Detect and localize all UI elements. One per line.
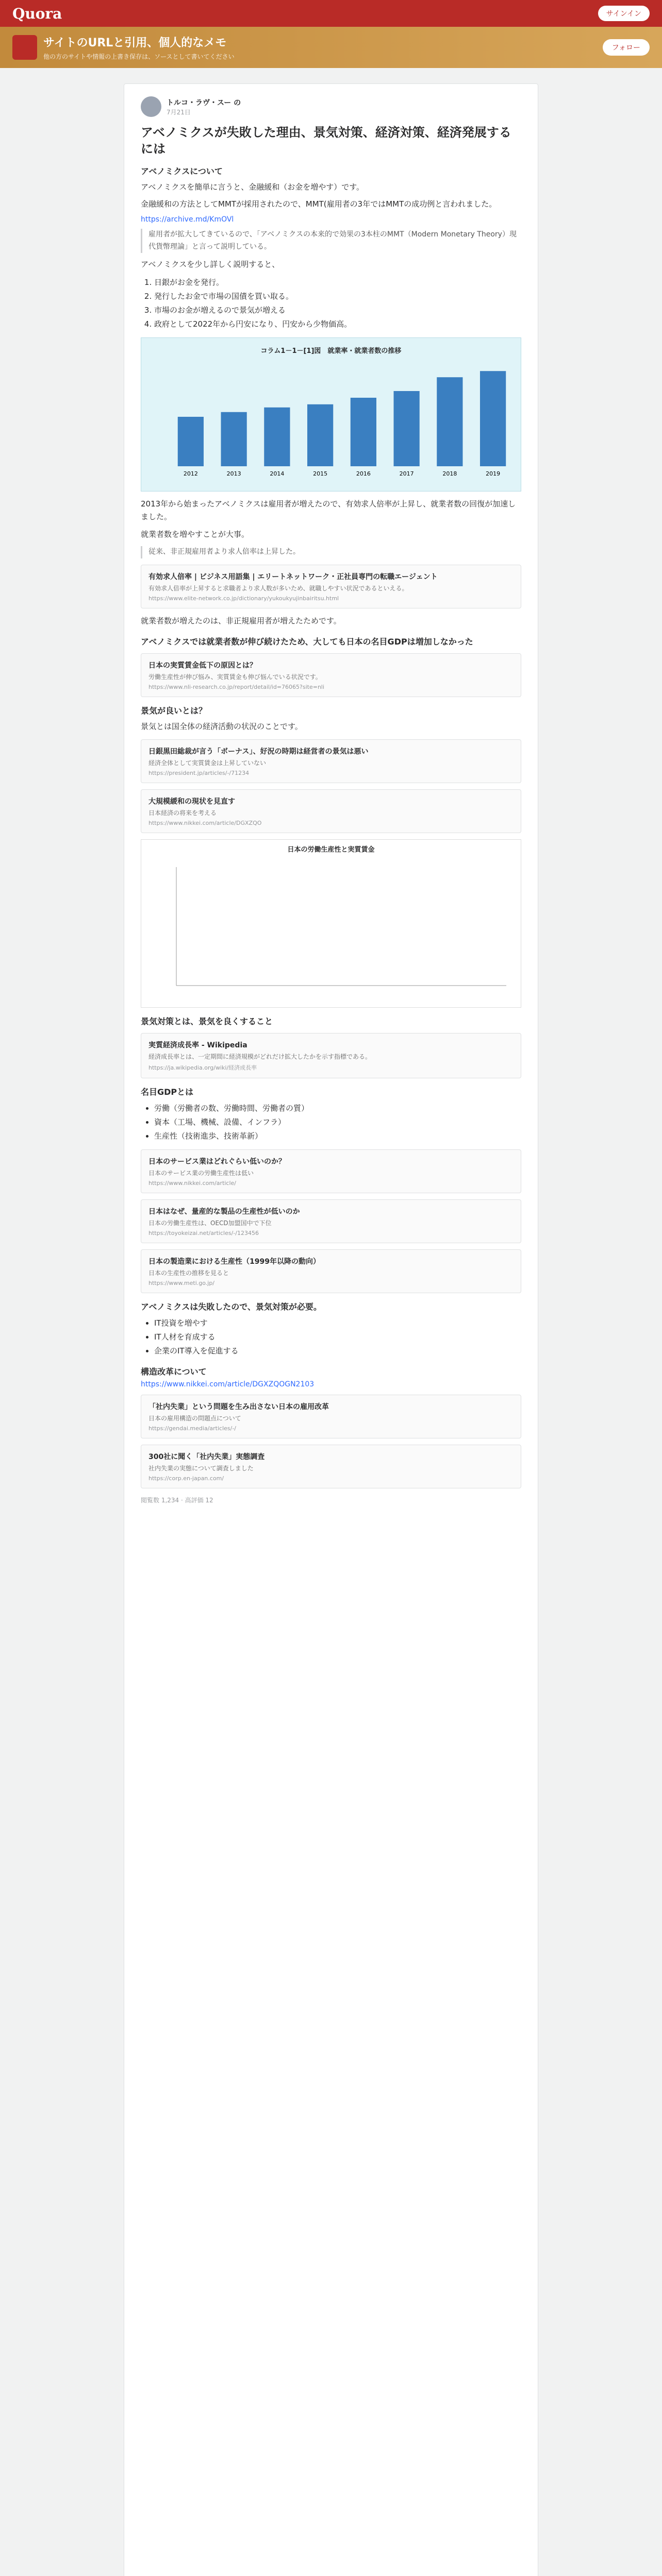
preview-desc: 労働生産性が伸び悩み、実質賃金も伸び悩んでいる状況です。	[148, 673, 322, 681]
section-heading: 構造改革について	[141, 1367, 207, 1377]
preview-url: https://president.jp/articles/-/71234	[148, 770, 250, 777]
preview-url: https://www.nikkei.com/article/	[148, 1180, 237, 1187]
bar	[351, 398, 376, 466]
preview-desc: 日本のサービス業の労働生産性は低い	[148, 1170, 254, 1177]
bar-chart-svg	[148, 358, 525, 482]
preview-url: https://ja.wikipedia.org/wiki/経済成長率	[148, 1064, 257, 1072]
bar	[221, 412, 247, 466]
preview-title: 実質経済成長率 - Wikipedia	[148, 1041, 247, 1050]
employment-chart	[141, 337, 521, 492]
quora-logo[interactable]: Quora	[12, 5, 62, 22]
link-preview[interactable]	[141, 1033, 521, 1078]
preview-desc: 日本の労働生産性は、OECD加盟国中で下位	[148, 1219, 272, 1227]
preview-desc: 経済全体として実質賃金は上昇していない	[148, 759, 267, 767]
link-preview[interactable]	[141, 739, 521, 783]
link-preview[interactable]	[141, 1445, 521, 1488]
paragraph: 就業者数が増えたのは、非正規雇用者が増えたためです。	[141, 616, 341, 626]
author-row	[141, 96, 521, 117]
link-preview[interactable]	[141, 789, 521, 833]
preview-url: https://toyokeizai.net/articles/-/123456	[148, 1230, 259, 1237]
author-name[interactable]: トルコ・ラヴ・スー の	[167, 98, 241, 107]
preview-desc: 日本経済の将来を考える	[148, 809, 217, 817]
preview-url: https://www.nikkei.com/article/DGXZQO	[148, 820, 262, 827]
avatar[interactable]	[141, 96, 161, 117]
bar	[394, 391, 420, 466]
tick-label: 2016	[356, 470, 371, 477]
link-preview[interactable]	[141, 565, 521, 608]
paragraph: 景気とは国全体の経済活動の状況のことです。	[141, 721, 303, 731]
preview-url: https://www.elite-network.co.jp/dictionary/yukoukyujinbairitsu.html	[148, 595, 339, 602]
factors-list	[154, 1101, 521, 1143]
archive-link[interactable]: https://archive.md/KmOVl	[141, 215, 234, 224]
preview-desc: 社内失業の実態について調査しました	[148, 1465, 254, 1472]
list-item: 1. 日銀がお金を発行。	[154, 276, 521, 290]
bar	[307, 404, 333, 466]
section-heading: 景気が良いとは？	[141, 705, 207, 716]
section-heading: アベノミクスについて	[141, 166, 223, 176]
space-banner	[0, 27, 662, 68]
blockquote: 従来、非正規雇用者より求人倍率は上昇した。	[141, 546, 521, 558]
preview-title: 有効求人倍率 | ビジネス用語集 | エリートネットワーク・正社員専門の転職エージェント	[148, 573, 438, 582]
paragraph: 就業者数を増やすことが大事。	[141, 529, 250, 539]
chart-title: 日本の労働生産性と実質賃金	[287, 846, 375, 854]
preview-title: 日銀黒田総裁が言う「ボーナス」、好況の時期は経営者の景気は悪い	[148, 748, 369, 756]
preview-title: 日本のサービス業はどれぐらい低いのか？	[148, 1158, 286, 1166]
bar	[437, 377, 462, 466]
bar	[264, 408, 290, 466]
paragraph: アベノミクスを少し詳しく説明すると、	[141, 260, 280, 269]
sign-in-button[interactable]: サインイン	[598, 6, 650, 21]
paragraph: 2013年から始まったアベノミクスは雇用者が増えたので、有効求人倍率が上昇し、就業者数の回復が加速しました。	[141, 499, 516, 522]
section-heading: アベノミクスでは就業者数が伸び続けたため、大しても日本の名目GDPは増加しなかった	[141, 636, 473, 647]
preview-desc: 日本の雇用構造の問題点について	[148, 1415, 241, 1422]
tick-label: 2018	[442, 470, 457, 477]
post-card	[124, 83, 538, 2576]
preview-title: 300社に聞く「社内失業」実態調査	[148, 1453, 265, 1462]
tick-label: 2019	[486, 470, 501, 477]
list-item: 4. 政府として2022年から円安になり、円安から少物価高。	[154, 317, 521, 331]
bar	[178, 417, 204, 466]
preview-desc: 日本の生産性の推移を見ると	[148, 1269, 229, 1277]
space-subtitle: 他の方のサイトや情報の上書き保存は、ソースとして書いてください	[43, 53, 235, 60]
section-heading: 景気対策とは、景気を良くすること	[141, 1016, 273, 1027]
link-preview[interactable]	[141, 1249, 521, 1293]
preview-url: https://www.meti.go.jp/	[148, 1280, 215, 1287]
tick-label: 2014	[270, 470, 285, 477]
preview-url: https://www.nli-research.co.jp/report/detail/id=76065?site=nli	[148, 683, 325, 690]
post-date: 7月21日	[167, 108, 191, 116]
blockquote: 雇用者が拡大してきているので、「アベノミクスの本来的で効果の3本柱のMMT（Modern Monetary Theory）現代貨幣理論」と言って説明している。	[141, 229, 521, 253]
section-heading: 名目GDPとは	[141, 1087, 194, 1097]
paragraph: アベノミクスを簡単に言うと、金融緩和（お金を増やす）です。	[141, 182, 365, 192]
list-item: • IT投資を増やす	[154, 1316, 521, 1330]
list-item: • 資本（工場、機械、設備、インフラ）	[154, 1115, 521, 1129]
chart-title: コラム1－1－[1]図 就業率・就業者数の推移	[260, 347, 402, 355]
scatter-svg	[145, 857, 517, 1001]
tick-label: 2017	[399, 470, 414, 477]
preview-title: 日本の実質賃金低下の原因とは？	[148, 661, 257, 670]
scatter-chart	[141, 839, 521, 1008]
list-item: 2. 発行したお金で市場の国債を買い取る。	[154, 290, 521, 303]
tick-label: 2012	[183, 470, 198, 477]
preview-title: 「社内失業」という問題を生み出さない日本の雇用改革	[148, 1403, 329, 1412]
preview-desc: 有効求人倍率が上昇すると求職者より求人数が多いため、就職しやすい状況であるといえる。	[148, 585, 408, 592]
preview-title: 大規模緩和の現状を見直す	[148, 798, 235, 806]
paragraph: 金融緩和の方法としてMMTが採用されたので、MMT(雇用者の3年ではMMTの成功例と言われました。	[141, 199, 497, 209]
post-stats: 閲覧数 1,234 · 高評価 12	[141, 1497, 213, 1504]
top-bar	[0, 0, 662, 27]
space-icon	[12, 35, 37, 60]
section-heading: アベノミクスは失敗したので、景気対策が必要。	[141, 1302, 322, 1312]
it-list	[154, 1316, 521, 1358]
tick-label: 2013	[226, 470, 241, 477]
preview-title: 日本の製造業における生産性（1999年以降の動向）	[148, 1258, 320, 1266]
list-item: • 生産性（技術進歩、技術革新）	[154, 1129, 521, 1143]
bar	[480, 371, 506, 466]
list-item: • IT人材を育成する	[154, 1330, 521, 1344]
list-item: 3. 市場のお金が増えるので景気が増える	[154, 303, 521, 317]
preview-url: https://gendai.media/articles/-/	[148, 1425, 237, 1432]
preview-desc: 経済成長率とは、一定期間に経済規模がどれだけ拡大したかを示す指標である。	[148, 1053, 372, 1061]
steps-list	[154, 276, 521, 331]
tick-label: 2015	[313, 470, 328, 477]
list-item: • 企業のIT導入を促進する	[154, 1344, 521, 1358]
post-title: アベノミクスが失敗した理由、景気対策、経済対策、経済発展するには	[141, 125, 511, 157]
space-title[interactable]: サイトのURLと引用、個人的なメモ	[43, 37, 227, 49]
nikkei-link[interactable]: https://www.nikkei.com/article/DGXZQOGN2103	[141, 1380, 315, 1389]
preview-title: 日本はなぜ、量産的な製品の生産性が低いのか	[148, 1208, 300, 1216]
link-preview[interactable]	[141, 1395, 521, 1438]
link-preview[interactable]	[141, 1199, 521, 1243]
preview-url: https://corp.en-japan.com/	[148, 1475, 224, 1482]
link-preview[interactable]	[141, 653, 521, 697]
link-preview[interactable]	[141, 1149, 521, 1193]
follow-button[interactable]: フォロー	[603, 39, 650, 56]
list-item: • 労働（労働者の数、労働時間、労働者の質）	[154, 1101, 521, 1115]
